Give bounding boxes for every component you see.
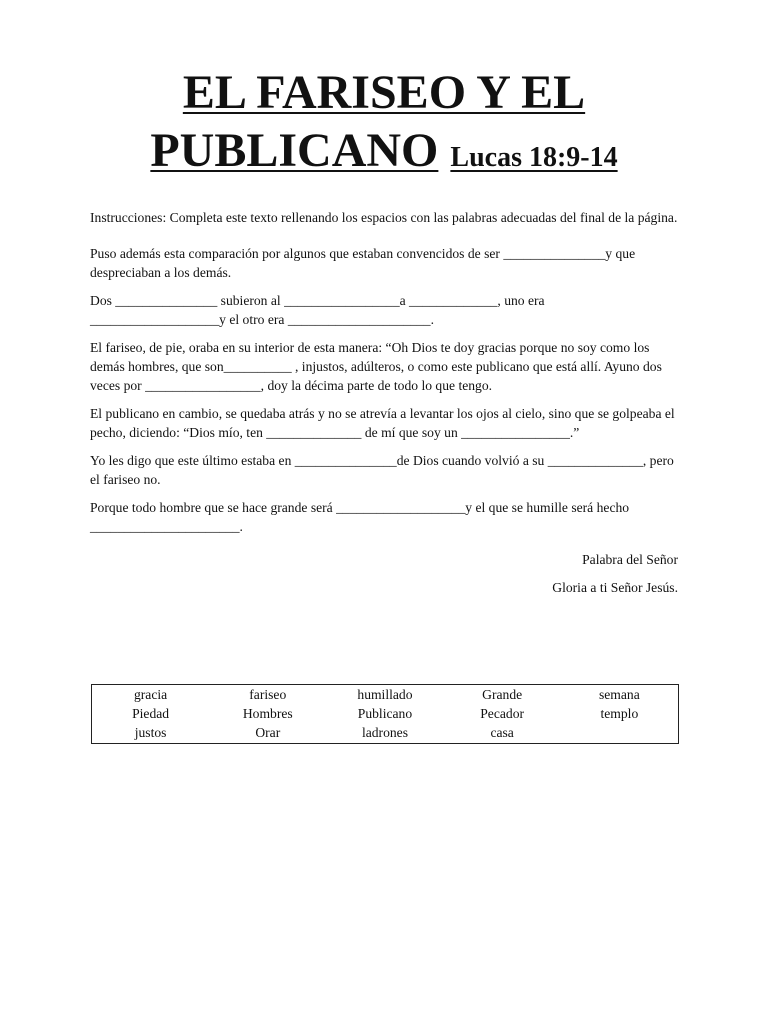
worksheet-body [90,208,678,606]
word-cell: Hombres [242,706,293,721]
instructions: Instrucciones: Completa este texto rellenando los espacios con las palabras adecuadas del final de la página. [90,210,678,225]
title-line-1: EL FARISEO Y EL [182,66,586,119]
word-cell: semana [598,687,640,702]
paragraph-6: Porque todo hombre que se hace grande será ___________________y el que se humille será hecho ______________________. [90,500,630,534]
word-cell: ladrones [361,725,408,740]
scripture-reference: Lucas 18:9-14 [450,142,618,173]
title-line-2: PUBLICANO Lucas 18:9-14 [150,124,618,177]
page-title [0,64,768,187]
word-bank-row [92,704,678,723]
word-cell: justos [134,725,167,740]
word-cell: fariseo [249,687,287,702]
word-cell: Grande [482,687,523,702]
paragraph-4: El publicano en cambio, se quedaba atrás y no se atrevía a levantar los ojos al cielo, sino que se golpeaba el pecho, diciendo: “Dios mío, ten ______________ de mí que soy un ________________.” [90,406,675,440]
closing-line-1: Palabra del Señor [582,552,678,567]
word-cell: humillado [357,687,413,702]
word-cell: Pecador [480,706,525,721]
paragraph-1: Puso además esta comparación por algunos que estaban convencidos de ser _______________y que despreciaban a los demás. [90,246,636,280]
paragraph-3: El fariseo, de pie, oraba en su interior de esta manera: “Oh Dios te doy gracias porque no soy como los demás hombres, que son__________ , injustos, adúlteros, o como este publicano que está allí. Ayuno dos veces por _________________, doy la décima parte de todo lo que tengo. [90,340,662,393]
word-cell: templo [600,706,639,721]
word-bank-row [92,685,678,704]
word-cell: gracia [133,687,168,702]
word-bank [91,684,679,744]
paragraph-5: Yo les digo que este último estaba en _______________de Dios cuando volvió a su ______________, pero el fariseo no. [90,453,674,487]
paragraph-2: Dos _______________ subieron al _________________a _____________, uno era ___________________y el otro era _____________________. [90,293,545,327]
word-cell: Piedad [132,706,170,721]
word-bank-row [92,723,678,742]
word-cell: Publicano [357,706,413,721]
word-cell: casa [490,725,514,740]
word-cell [561,723,678,742]
word-bank-table [92,685,678,742]
word-cell: Orar [255,725,281,740]
closing-line-2: Gloria a ti Señor Jesús. [552,580,678,595]
